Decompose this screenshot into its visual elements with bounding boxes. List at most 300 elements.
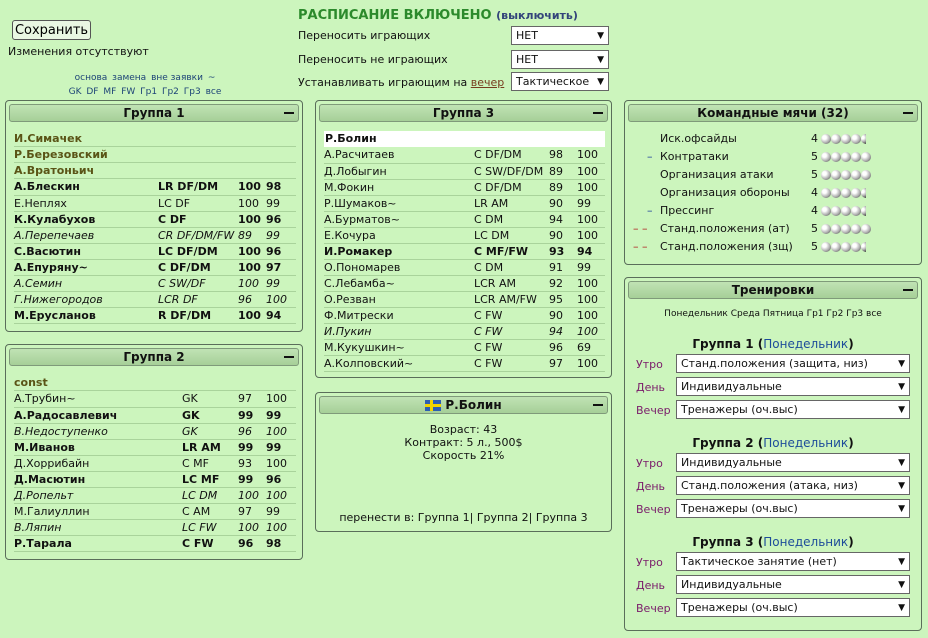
move-group3-link[interactable]: Группа 3 [535,511,588,524]
ball-icon [831,152,841,162]
player-skill: 100 [238,275,266,291]
player-name: А.Трубин~ [14,391,182,407]
player-pos: LC DF/DM [158,243,238,259]
ball-icon [831,224,841,234]
player-pos: C FW [474,307,549,323]
player-skill: 100 [238,179,266,195]
training-group-name: Группа 2 [692,436,754,450]
ball-icon [831,206,841,216]
player-row[interactable] [324,195,605,211]
player-card-panel [315,392,612,532]
player-row[interactable] [14,391,296,407]
training-select[interactable] [676,552,910,571]
ball-icon [851,224,861,234]
ball-icon [821,152,831,162]
ball-icon [831,170,841,180]
player-row[interactable] [14,471,296,487]
filter-sub[interactable]: замена [112,73,147,83]
player-row[interactable] [324,211,605,227]
filter-df[interactable]: DF [86,87,99,97]
ball-icon [851,152,861,162]
player-form: 94 [266,307,296,323]
option-label-playing: Переносить играющих [298,29,431,42]
player-form: 99 [266,503,296,519]
filter-gr1[interactable]: Гр1 [140,87,158,97]
paren: ( [753,436,764,450]
player-name: Р.Болин [445,398,502,412]
player-name: М.Кукушкин~ [324,339,474,355]
training-select[interactable] [676,575,910,594]
player-pos: C SW/DF [158,275,238,291]
day-friday-link[interactable]: Пятница [762,309,804,319]
paren: ) [848,535,854,549]
group1-name-2[interactable]: Р.Березовский [14,147,296,163]
option-label-not-playing: Переносить не играющих [298,53,448,66]
minimize-icon[interactable] [593,112,603,114]
player-name: А.Семин [14,275,158,291]
ball-icon [831,188,841,198]
player-row[interactable] [324,259,605,275]
move-not-playing-select[interactable] [511,50,609,69]
half-ball-icon [861,134,866,144]
group1-name-3[interactable]: А.Вратоньич [14,163,296,179]
day-gr3-link[interactable]: Гр3 [846,309,864,319]
player-name: А.Радосавлевич [14,407,182,423]
player-form: 99 [266,407,296,423]
player-form: 98 [266,179,296,195]
select-value: Станд.положения (защита, низ) [681,357,868,370]
move-label: перенести в: [339,511,415,524]
day-monday-link[interactable]: Понедельник [664,309,728,319]
player-row[interactable] [324,275,605,291]
select-value: НЕТ [516,29,538,42]
ball-rating [821,238,866,256]
player-skill: 99 [238,407,266,423]
player-form: 96 [266,243,296,259]
team-ball-count: 5 [811,240,818,253]
paren: ) [848,436,854,450]
move-playing-select[interactable] [511,26,609,45]
player-skill: 90 [549,307,577,323]
player-contract: Контракт: 5 л., 500$ [404,436,523,449]
player-form: 100 [266,291,296,307]
ball-icon [841,242,851,252]
filter-gk[interactable]: GK [68,87,82,97]
player-skill: 100 [238,259,266,275]
player-name: М.Иванов [14,439,182,455]
player-name: М.Фокин [324,179,474,195]
dropdown-arrow-icon: ▼ [898,579,905,590]
team-ball-label: Станд.положения (ат) [660,222,790,235]
select-value: Тренажеры (оч.выс) [681,601,798,614]
player-name: А.Блескин [14,179,158,195]
player-row[interactable] [14,535,296,551]
schedule-toggle-link[interactable]: (выключить) [496,9,578,22]
training-day-links [625,309,921,319]
player-skill: 99 [238,471,266,487]
save-button[interactable]: Сохранить [12,20,91,40]
changes-status: Изменения отсутствуют [8,45,149,58]
schedule-title [298,8,578,23]
player-pos: LC DM [474,227,549,243]
team-ball-count: 4 [811,132,818,145]
training-select[interactable] [676,453,910,472]
player-form: 100 [577,227,605,243]
player-name: Р.Шумаков~ [324,195,474,211]
player-skill: 93 [549,243,577,259]
ball-icon [821,134,831,144]
player-row[interactable] [14,195,296,211]
ball-icon [861,224,871,234]
player-skill: 100 [238,211,266,227]
group1-name-1[interactable]: И.Симачек [14,131,296,147]
player-row[interactable] [14,407,296,423]
training-group-name: Группа 3 [692,535,754,549]
team-balls-header [628,104,918,122]
player-row[interactable] [14,259,296,275]
team-ball-count: 5 [811,150,818,163]
player-pos: C DM [474,211,549,227]
priority-marker[interactable]: – [647,150,653,163]
dropdown-arrow-icon: ▼ [898,358,905,369]
dropdown-arrow-icon: ▼ [898,480,905,491]
group3-panel [315,100,612,378]
ball-icon [831,134,841,144]
minimize-icon[interactable] [284,356,294,358]
training-day-link[interactable]: Понедельник [763,436,849,450]
player-form: 99 [266,227,296,243]
minimize-icon[interactable] [284,112,294,114]
select-value: Тактическое [516,75,590,88]
select-value: НЕТ [516,53,538,66]
player-row[interactable] [324,179,605,195]
player-form: 100 [266,423,296,439]
player-pos: GK [182,423,238,439]
player-form: 100 [266,487,296,503]
minimize-icon[interactable] [903,112,913,114]
filter-tilde[interactable]: ~ [207,73,216,83]
ball-icon [821,188,831,198]
player-form: 100 [577,307,605,323]
player-age: Возраст: 43 [429,423,498,436]
player-row[interactable] [14,439,296,455]
player-name: Г.Нижегородов [14,291,158,307]
player-pos: R DF/DM [158,307,238,323]
priority-marker[interactable]: – – [633,240,648,253]
group2-header [9,348,299,366]
player-name: М.Еруcланов [14,307,158,323]
player-skill: 98 [549,147,577,163]
player-filters [60,71,230,99]
select-value: Индивидуальные [681,456,782,469]
player-name: Е.Кочура [324,227,474,243]
ball-icon [841,188,851,198]
player-form: 100 [577,211,605,227]
select-value: Тренажеры (оч.выс) [681,502,798,515]
group1-panel [5,100,303,332]
training-select[interactable] [676,476,910,495]
training-select[interactable] [676,377,910,396]
ball-icon [841,170,851,180]
player-row[interactable] [324,307,605,323]
ball-icon [841,134,851,144]
player-form: 99 [266,195,296,211]
player-skill: 94 [549,323,577,339]
panel-title: Командные мячи (32) [697,106,849,120]
player-row[interactable] [14,519,296,535]
player-skill: 91 [549,259,577,275]
player-row[interactable] [324,147,605,163]
player-row[interactable] [14,487,296,503]
player-row[interactable] [14,423,296,439]
set-playing-select[interactable] [511,72,609,91]
group2-panel [5,344,303,560]
ball-icon [851,170,861,180]
player-row[interactable] [14,307,296,323]
player-skill: 89 [238,227,266,243]
player-pos: C DF [158,211,238,227]
player-row[interactable] [14,227,296,243]
player-skill: 100 [238,243,266,259]
ball-rating [821,202,866,220]
group3-table [324,147,605,372]
player-pos: LCR AM [474,275,549,291]
training-slot-label: Вечер [636,404,671,417]
player-row[interactable] [14,243,296,259]
player-skill: 100 [238,195,266,211]
player-row[interactable] [324,355,605,371]
player-form: 100 [266,455,296,471]
player-row[interactable] [14,179,296,195]
team-ball-count: 4 [811,204,818,217]
day-all-link[interactable]: все [866,309,882,319]
player-pos: LC MF [182,471,238,487]
player-name: Д.Ропельт [14,487,182,503]
player-skill: 96 [238,535,266,551]
player-card-header [319,396,608,414]
schedule-status: РАСПИСАНИЕ ВКЛЮЧЕНО [298,8,492,23]
team-ball-label: Иск.офсайды [660,132,737,145]
player-pos: C SW/DF/DM [474,163,549,179]
training-slot-label: День [636,579,666,592]
panel-title: Группа 3 [432,106,495,120]
player-name: Р.Тарала [14,535,182,551]
player-speed: Скорость 21% [422,449,505,462]
player-name: О.Резван [324,291,474,307]
player-row[interactable] [324,323,605,339]
player-pos: C DF/DM [474,147,549,163]
option-label-set-playing [298,76,504,89]
player-name: В.Недоступенко [14,423,182,439]
player-name: В.Ляпин [14,519,182,535]
player-pos: C DF/DM [158,259,238,275]
training-slot-label: День [636,381,666,394]
player-pos: C FW [474,355,549,371]
player-form: 100 [577,355,605,371]
player-skill: 97 [549,355,577,371]
player-row[interactable] [324,291,605,307]
filter-out[interactable]: вне заявки [151,73,203,83]
group1-table [14,179,296,324]
training-slot-label: Утро [636,358,663,371]
move-group2-link[interactable]: Группа 2 [476,511,529,524]
option-label-prefix: Устанавливать играющим на [298,76,471,89]
filter-gr2[interactable]: Гр2 [161,87,179,97]
ball-icon [841,206,851,216]
team-ball-label: Станд.положения (зщ) [660,240,793,253]
player-name: А.Перепечаев [14,227,158,243]
training-select[interactable] [676,400,910,419]
team-ball-count: 5 [811,222,818,235]
ball-icon [851,188,861,198]
player-name: М.Галиуллин [14,503,182,519]
player-skill: 96 [238,423,266,439]
player-pos: C FW [182,535,238,551]
move-to-row: перенести в: Группа 1| Группа 2| Группа 3 [339,511,588,524]
ball-icon [851,242,861,252]
player-name: Е.Неплях [14,195,158,211]
ball-icon [821,224,831,234]
training-day-link[interactable]: Понедельник [763,535,849,549]
group3-selected-player[interactable]: Р.Болин [324,131,605,147]
ball-icon [841,152,851,162]
player-name: Д.Хоррибайн [14,455,182,471]
team-ball-label: Контратаки [660,150,729,163]
player-form: 99 [577,259,605,275]
player-pos: LCR DF [158,291,238,307]
training-day-link[interactable]: Понедельник [763,337,849,351]
player-form: 98 [266,535,296,551]
player-form: 100 [577,163,605,179]
player-form: 69 [577,339,605,355]
half-ball-icon [861,188,866,198]
day-wednesday-link[interactable]: Среда [730,309,761,319]
player-form: 97 [266,259,296,275]
team-ball-count: 5 [811,168,818,181]
player-pos: C AM [182,503,238,519]
evening-link[interactable]: вечер [470,76,505,89]
training-group-title [624,436,922,450]
player-row[interactable] [324,243,605,259]
filter-gr3[interactable]: Гр3 [183,87,201,97]
player-pos: CR DF/DM/FW [158,227,238,243]
player-name: С.Лебамба~ [324,275,474,291]
ball-rating [821,130,866,148]
player-skill: 93 [238,455,266,471]
team-ball-row [629,238,919,256]
ball-icon [861,152,871,162]
paren: ( [753,337,764,351]
player-name: И.Пукин [324,323,474,339]
training-group-name: Группа 1 [692,337,754,351]
player-form: 100 [266,391,296,407]
dropdown-arrow-icon: ▼ [597,54,604,65]
player-row[interactable] [324,339,605,355]
minimize-icon[interactable] [903,289,913,291]
player-skill: 100 [238,519,266,535]
player-pos: LR DF/DM [158,179,238,195]
player-row[interactable] [14,275,296,291]
player-skill: 90 [549,227,577,243]
player-pos: LC DM [182,487,238,503]
group1-header [9,104,299,122]
player-pos: C DM [474,259,549,275]
filter-mf[interactable]: MF [103,87,117,97]
player-form: 100 [577,275,605,291]
player-form: 94 [577,243,605,259]
player-form: 100 [577,179,605,195]
player-form: 100 [266,519,296,535]
group2-table [14,391,296,552]
player-pos: LC FW [182,519,238,535]
player-skill: 99 [238,439,266,455]
training-slot-label: Утро [636,556,663,569]
player-name: А.Епуряну~ [14,259,158,275]
ball-icon [851,134,861,144]
player-pos: C MF [182,455,238,471]
paren: ) [848,337,854,351]
day-gr1-link[interactable]: Гр1 [806,309,824,319]
minimize-icon[interactable] [593,404,603,406]
player-pos: LR AM [182,439,238,455]
player-row[interactable] [14,455,296,471]
player-name: И.Ромакер [324,243,474,259]
player-skill: 89 [549,179,577,195]
player-row[interactable] [14,211,296,227]
player-skill: 96 [549,339,577,355]
training-group-title [624,535,922,549]
sweden-flag-icon [425,400,441,411]
select-value: Тактическое занятие (нет) [681,555,837,568]
team-ball-label: Прессинг [660,204,715,217]
team-ball-row [629,202,919,220]
player-skill: 90 [549,195,577,211]
team-ball-row [629,184,919,202]
dropdown-arrow-icon: ▼ [597,30,604,41]
player-name: О.Пономарев [324,259,474,275]
player-name: С.Васютин [14,243,158,259]
training-select[interactable] [676,499,910,518]
player-pos: C MF/FW [474,243,549,259]
dropdown-arrow-icon: ▼ [898,503,905,514]
priority-marker[interactable]: – – [633,222,648,235]
player-skill: 96 [238,291,266,307]
player-name: А.Колповский~ [324,355,474,371]
dropdown-arrow-icon: ▼ [597,76,604,87]
player-row[interactable] [14,291,296,307]
player-form: 99 [266,275,296,291]
group2-name[interactable]: const [14,375,296,391]
dropdown-arrow-icon: ▼ [898,404,905,415]
player-row[interactable] [324,227,605,243]
player-row[interactable] [14,503,296,519]
ball-icon [851,206,861,216]
training-select[interactable] [676,598,910,617]
filter-base[interactable]: основа [74,73,108,83]
move-group1-link[interactable]: Группа 1 [417,511,470,524]
team-ball-count: 4 [811,186,818,199]
filter-all[interactable]: все [205,87,222,97]
day-gr2-link[interactable]: Гр2 [826,309,844,319]
filter-fw[interactable]: FW [121,87,136,97]
trainings-header [628,281,918,299]
training-select[interactable] [676,354,910,373]
player-row[interactable] [324,163,605,179]
training-group-title [624,337,922,351]
player-skill: 94 [549,211,577,227]
panel-title: Группа 2 [123,350,185,364]
priority-marker[interactable]: – [647,204,653,217]
